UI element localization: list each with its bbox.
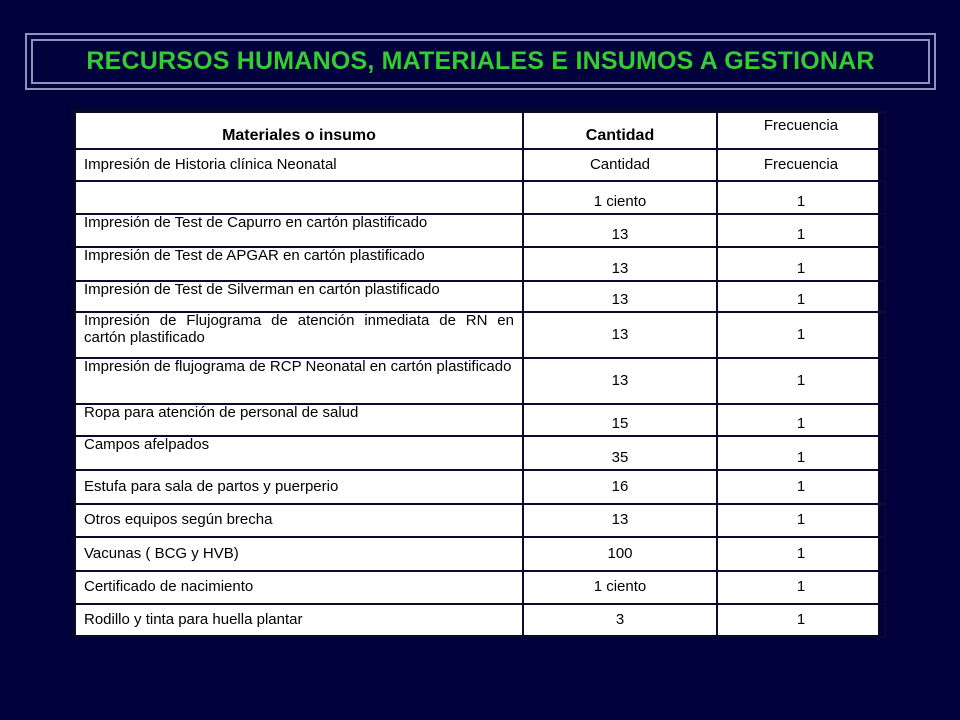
table-row: [75, 149, 885, 181]
quantity-cell: 16: [523, 470, 717, 504]
table-row: [75, 604, 885, 637]
item-cell: Impresión de flujograma de RCP Neonatal en cartón plastificado: [75, 358, 523, 404]
frequency-cell: 1: [717, 358, 885, 404]
quantity-cell: 13: [523, 358, 717, 404]
table-row: [75, 181, 885, 214]
table-row: [75, 404, 885, 436]
frequency-cell: 1: [717, 247, 885, 281]
quantity-cell: 100: [523, 537, 717, 571]
resources-table-container: [71, 108, 881, 638]
item-cell: Impresión de Test de Silverman en cartón plastificado: [75, 281, 523, 312]
header-frequency: Frecuencia: [717, 112, 885, 149]
table-row: [75, 312, 885, 358]
frequency-cell: 1: [717, 312, 885, 358]
header-quantity: Cantidad: [523, 112, 717, 149]
table-row: [75, 247, 885, 281]
frequency-cell: 1: [717, 436, 885, 470]
item-cell: Campos afelpados: [75, 436, 523, 470]
quantity-cell: 3: [523, 604, 717, 637]
quantity-cell: 13: [523, 214, 717, 247]
frequency-cell: 1: [717, 181, 885, 214]
quantity-cell: 13: [523, 312, 717, 358]
item-cell: Ropa para atención de personal de salud: [75, 404, 523, 436]
table-row: [75, 470, 885, 504]
item-cell: Impresión de Historia clínica Neonatal: [75, 149, 523, 181]
frequency-cell: 1: [717, 571, 885, 604]
item-cell: Estufa para sala de partos y puerperio: [75, 470, 523, 504]
item-cell: Impresión de Test de APGAR en cartón plastificado: [75, 247, 523, 281]
frequency-cell: 1: [717, 214, 885, 247]
quantity-cell: 15: [523, 404, 717, 436]
table-row: [75, 571, 885, 604]
header-item: Materiales o insumo: [75, 112, 523, 149]
frequency-cell: 1: [717, 504, 885, 537]
quantity-cell: 35: [523, 436, 717, 470]
quantity-cell: 1 ciento: [523, 181, 717, 214]
frequency-cell: 1: [717, 404, 885, 436]
table-row: [75, 537, 885, 571]
title-frame: [25, 33, 936, 90]
quantity-cell: 1 ciento: [523, 571, 717, 604]
item-cell: Otros equipos según brecha: [75, 504, 523, 537]
frequency-cell: 1: [717, 470, 885, 504]
quantity-cell: Cantidad: [523, 149, 717, 181]
table-row: [75, 281, 885, 312]
table-row: [75, 358, 885, 404]
quantity-cell: 13: [523, 247, 717, 281]
item-cell: Rodillo y tinta para huella plantar: [75, 604, 523, 637]
item-cell: Impresión de Test de Capurro en cartón plastificado: [75, 214, 523, 247]
frequency-cell: 1: [717, 281, 885, 312]
frequency-cell: 1: [717, 604, 885, 637]
resources-table: [74, 111, 886, 638]
slide-title: RECURSOS HUMANOS, MATERIALES E INSUMOS A GESTIONAR: [86, 47, 875, 75]
table-row: [75, 504, 885, 537]
item-cell: Impresión de Flujograma de atención inmediata de RN en cartón plastificado: [75, 312, 523, 358]
table-row: [75, 214, 885, 247]
quantity-cell: 13: [523, 504, 717, 537]
item-cell: [75, 181, 523, 214]
frequency-cell: Frecuencia: [717, 149, 885, 181]
quantity-cell: 13: [523, 281, 717, 312]
title-inner-frame: [31, 39, 930, 84]
item-cell: Vacunas ( BCG y HVB): [75, 537, 523, 571]
table-header-row: [75, 112, 885, 149]
table-row: [75, 436, 885, 470]
frequency-cell: 1: [717, 537, 885, 571]
item-cell: Certificado de nacimiento: [75, 571, 523, 604]
